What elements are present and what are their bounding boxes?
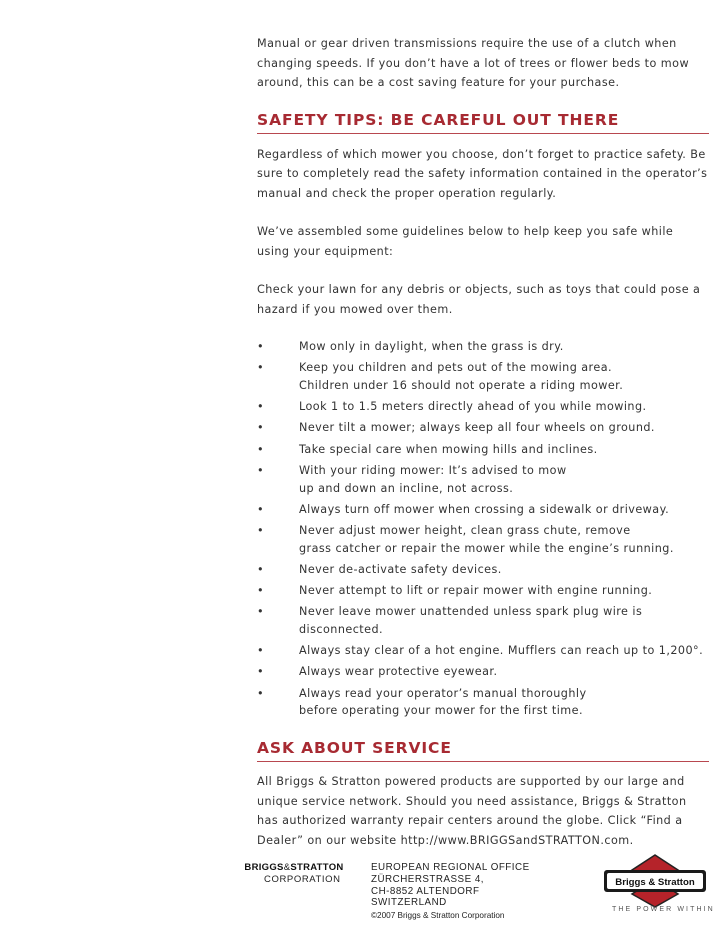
bullet-icon: • <box>257 605 265 619</box>
copyright-text: ©2007 Briggs & Stratton Corporation <box>371 911 505 921</box>
safety-paragraph-1: Regardless of which mower you choose, don’t forget to practice safety. Be sure to completely read the safety information contained in the operator’s manual and check the proper operation regularly. <box>257 147 708 200</box>
tip-text: Keep you children and pets out of the mowing area. Children under 16 should not operate a riding mower. <box>299 361 624 392</box>
safety-paragraph-2: We’ve assembled some guidelines below to help keep you safe while using your equipment: <box>257 225 674 258</box>
list-item <box>257 663 709 681</box>
list-item <box>257 501 709 519</box>
bullet-icon: • <box>257 502 265 516</box>
list-item <box>257 685 709 721</box>
bullet-icon: • <box>257 584 265 598</box>
bullet-icon: • <box>257 361 265 375</box>
bullet-icon: • <box>257 340 265 353</box>
bullet-icon: • <box>257 463 265 477</box>
footer-brand-logo <box>234 862 354 886</box>
tip-text: Always read your operator’s manual thoroughly before operating your mower for the first time. <box>299 686 587 718</box>
list-item <box>257 441 709 459</box>
safety-tips-list <box>257 338 709 720</box>
briggs-stratton-emblem-icon <box>600 852 710 910</box>
brand-ampersand: & <box>283 862 291 873</box>
service-paragraph: All Briggs & Stratton powered products are supported by our large and unique service network. Should you need assistance, Briggs & Stratton has authorized warranty repair centers around the globe. Click “Find a Dealer” on our website http://www.BRIGGSandSTRATTON.com. <box>257 775 687 847</box>
safety-paragraph-3: Check your lawn for any debris or objects, such as toys that could pose a hazard if you mowed over them. <box>257 283 701 316</box>
tip-text: Always turn off mower when crossing a sidewalk or driveway. <box>299 502 670 516</box>
emblem-text: Briggs & Stratton <box>615 877 695 888</box>
tip-text: Never adjust mower height, clean grass chute, remove grass catcher or repair the mower while the engine’s running. <box>299 523 674 555</box>
list-item <box>257 561 709 579</box>
brand-name-left: BRIGGS <box>244 862 284 873</box>
tagline: THE POWER WITHIN <box>612 906 715 913</box>
tip-text: Never tilt a mower; always keep all four wheels on ground. <box>299 421 655 435</box>
bullet-icon: • <box>257 562 265 576</box>
list-item <box>257 642 709 660</box>
bullet-icon: • <box>257 686 265 700</box>
list-item <box>257 419 709 437</box>
brand-corporation: CORPORATION <box>264 874 341 885</box>
bullet-icon: • <box>257 523 265 537</box>
tip-text: Always stay clear of a hot engine. Mufflers can reach up to 1,200°. <box>299 644 704 658</box>
tip-text: Never leave mower unattended unless spark plug wire is disconnected. <box>299 605 643 637</box>
tip-text: Never attempt to lift or repair mower with engine running. <box>299 584 653 598</box>
list-item <box>257 603 709 639</box>
tip-text: With your riding mower: It’s advised to mow up and down an incline, not across. <box>299 463 567 495</box>
list-item <box>257 462 709 498</box>
address-line: SWITZERLAND <box>371 897 447 909</box>
brand-name-right: STRATTON <box>290 862 344 873</box>
bullet-icon: • <box>257 400 265 414</box>
tip-text: Always wear protective eyewear. <box>299 665 498 679</box>
intro-paragraph: Manual or gear driven transmissions require the use of a clutch when changing speeds. If you don’t have a lot of trees or flower beds to mow around, this can be a cost saving feature for your purchase. <box>257 37 690 89</box>
tip-text: Look 1 to 1.5 meters directly ahead of you while mowing. <box>299 400 647 414</box>
tip-text: Mow only in daylight, when the grass is dry. <box>299 340 564 353</box>
brand-wordmark <box>234 862 354 874</box>
address-line: ZÜRCHERSTRASSE 4, <box>371 873 485 885</box>
address-line: CH-8852 ALTENDORF <box>371 885 480 897</box>
list-item <box>257 359 709 395</box>
tip-text: Never de-activate safety devices. <box>299 562 502 576</box>
list-item <box>257 582 709 600</box>
main-content <box>257 34 709 850</box>
bullet-icon: • <box>257 421 265 435</box>
bullet-icon: • <box>257 644 265 658</box>
list-item <box>257 398 709 416</box>
list-item <box>257 338 709 356</box>
service-heading: ASK ABOUT SERVICE <box>257 738 709 762</box>
safety-heading: SAFETY TIPS: BE CAREFUL OUT THERE <box>257 110 709 134</box>
bullet-icon: • <box>257 442 265 456</box>
list-item <box>257 522 709 558</box>
footer-address <box>371 862 530 922</box>
address-line: EUROPEAN REGIONAL OFFICE <box>371 862 530 873</box>
tip-text: Take special care when mowing hills and inclines. <box>299 442 598 456</box>
bullet-icon: • <box>257 665 265 679</box>
